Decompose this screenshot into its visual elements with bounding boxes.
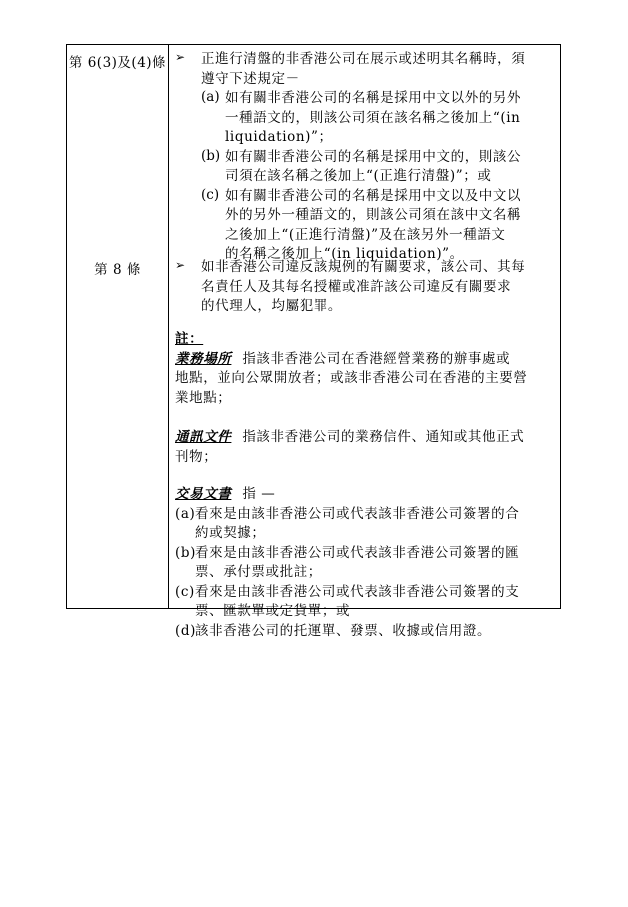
definition-block <box>175 485 554 505</box>
definition-items <box>175 505 554 642</box>
arrow-bullet-icon: ➢ <box>175 50 186 64</box>
bullet-paragraph <box>175 258 554 317</box>
text-line: 看來是由該非香港公司或代表該非香港公司簽署的支 <box>195 583 520 600</box>
definition-text: 指 — <box>242 486 276 502</box>
definition-term: 交易文書 <box>175 486 232 502</box>
item-marker: (c) <box>201 186 220 203</box>
note-block <box>175 330 554 408</box>
definition-text: 指該非香港公司在香港經營業務的辦事處或 <box>242 350 511 367</box>
text-line: 如有關非香港公司的名稱是採用中文以及中文以 <box>225 187 522 204</box>
list-item-c <box>201 187 554 265</box>
definition-item-b <box>175 544 554 583</box>
definition-term: 通訊文件 <box>175 429 232 445</box>
text-line: liquidation)”； <box>225 129 333 145</box>
item-marker: (d) <box>175 622 196 639</box>
arrow-bullet-icon: ➢ <box>175 258 186 272</box>
item-marker: (b) <box>201 147 221 164</box>
text-line: 如有關非香港公司的名稱是採用中文以外的另外 <box>225 90 522 106</box>
text-line: 之後加上“(正進行清盤)”及在該另外一種語文 <box>225 226 506 243</box>
text-line: 的名稱之後加上“(in liquidation)”。 <box>225 246 464 262</box>
text-line: 業地點； <box>175 389 232 406</box>
text-line: 如非香港公司違反該規例的有關要求，該公司、其每 <box>201 259 526 275</box>
item-marker: (a) <box>175 505 196 522</box>
text-line: 看來是由該非香港公司或代表該非香港公司簽署的匯 <box>195 544 520 561</box>
definition-item-d <box>175 622 554 642</box>
text-line: 票、匯款單或定貨單；或 <box>195 603 351 619</box>
text-line: 約或契據； <box>195 525 266 541</box>
note-heading: 註： <box>175 331 204 347</box>
text-line: 看來是由該非香港公司或代表該非香港公司簽署的合 <box>195 505 520 522</box>
text-line: 外的另外一種語文的，則該公司須在該中文名稱 <box>225 207 522 223</box>
text-line: 該非香港公司的托運單、發票、收據或信用證。 <box>195 622 492 639</box>
text-line: 如有關非香港公司的名稱是採用中文的，則該公 <box>225 148 522 165</box>
bullet-paragraph <box>175 50 554 89</box>
item-marker: (c) <box>175 583 195 600</box>
list-item-b <box>201 148 554 187</box>
definition-item-a <box>175 505 554 544</box>
definition-block <box>175 428 554 467</box>
list-item-a <box>201 89 554 148</box>
text-line: 票、承付票或批註； <box>195 564 322 580</box>
text-line: 刊物； <box>175 448 218 465</box>
text-line: 正進行清盤的非香港公司在展示或述明其名稱時，須 <box>201 51 526 67</box>
section-label-6-3-4: 第 6(3)及(4)條 <box>68 55 167 71</box>
text-line: 的代理人，均屬犯罪。 <box>201 298 342 314</box>
section-label-8: 第 8 條 <box>94 262 141 278</box>
column-divider <box>168 45 169 608</box>
text-line: 名責任人及其每名授權或准許該公司違反有關要求 <box>201 278 512 295</box>
definition-item-c <box>175 583 554 622</box>
text-line: 一種語文的，則該公司須在該名稱之後加上“(in <box>225 109 521 126</box>
item-marker: (b) <box>175 544 196 561</box>
text-line: 司須在該名稱之後加上“(正進行清盤)”；或 <box>225 168 492 184</box>
provisions-table <box>66 44 561 639</box>
item-marker: (a) <box>201 89 220 105</box>
definition-text: 指該非香港公司的業務信件、通知或其他正式 <box>242 429 525 445</box>
text-line: 地點，並向公眾開放者；或該非香港公司在香港的主要營 <box>175 370 528 386</box>
text-line: 遵守下述規定－ <box>201 70 300 87</box>
definition-term: 業務場所 <box>175 350 232 367</box>
